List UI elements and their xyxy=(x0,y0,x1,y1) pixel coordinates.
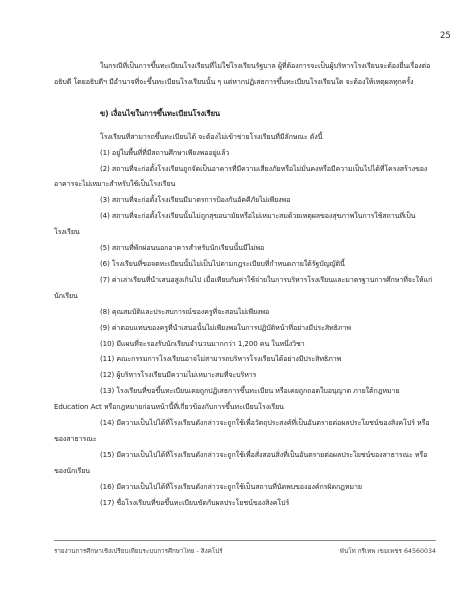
list-item: (17) ชื่อโรงเรียนที่ขอขึ้นทะเบียนขัดกับผลประโยชน์ของสิงคโปร์ xyxy=(100,497,290,507)
list-item: (4) สถานที่จะก่อตั้งโรงเรียนนั้นไม่ถูกสุขอนามัยหรือไม่เหมาะสมด้วยเหตุผลของสุขภาพในการใช้สถานที่เป็นโรงเรียน xyxy=(54,211,416,237)
list-item: (16) มีความเป็นไปได้ที่โรงเรียนดังกล่าวจะถูกใช้เป็นสถานที่นัดพบขององค์กรผิดกฎหมาย xyxy=(100,481,362,491)
list-item: (8) คุณสมบัติและประสบการณ์ของครูที่จะสอนไม่เพียงพอ xyxy=(100,306,270,316)
list-item: (7) ค่าเล่าเรียนที่นำเสนอสูงเกินไป เมื่อเทียบกับค่าใช้จ่ายในการบริหารโรงเรียนและมาตรฐานการศึกษาที่จะให้แก่นักเรียน xyxy=(54,274,433,300)
document-body xyxy=(54,58,436,510)
list-item: (12) ผู้บริหารโรงเรียนมีความไม่เหมาะสมที่จะบริหาร xyxy=(100,370,257,380)
footer-author: พันโท กรีเทพ เขมเพชร 64560034 xyxy=(339,548,436,555)
list-item: (10) มีแผนที่จะรองรับนักเรียนจำนวนมากกว่า 1,200 คน ในหนึ่งวิชา xyxy=(100,338,305,348)
list-item: (3) สถานที่จะก่อตั้งโรงเรียนมีมาตรการป้องกันอัคคีภัยไม่เพียงพอ xyxy=(100,195,291,205)
page-footer xyxy=(54,546,436,556)
lead-paragraph: โรงเรียนที่สามารถขึ้นทะเบียนได้ จะต้องไม่เข้าข่ายโรงเรียนที่มีลักษณะ ดังนี้ xyxy=(100,131,323,141)
list-item: (15) มีความเป็นไปได้ที่โรงเรียนดังกล่าวจะถูกใช้เพื่อสั่งสอนสิ่งที่เป็นอันตรายต่อผลประโยชน์ของสาธารณะ หรือของนักเรียน xyxy=(54,449,428,475)
intro-paragraph: ในกรณีที่เป็นการขึ้นทะเบียนโรงเรียนที่ไม่ใช่โรงเรียนรัฐบาล ผู้ที่ต้องการจะเป็นผู้บริหารโรงเรียนจะต้องยื่นเรื่องต่ออธิบดี โดยอธิบดีฯ มีอำนาจที่จะขึ้นทะเบียนโรงเรียนนั้น ๆ แต่หากปฏิเสธการขึ้นทะเบียนโรงเรียนใด จะต้องให้เหตุผลทุกครั้ง xyxy=(54,61,431,86)
list-item: (2) สถานที่จะก่อตั้งโรงเรียนถูกจัดเป็นอาคารที่มีความเสี่ยงภัยหรือไม่มั่นคงหรือมีความเป็นไปได้ที่โครงสร้างของอาคารจะไม่เหมาะสำหรับใช้เป็นโรงเรียน xyxy=(54,163,428,189)
footer-divider xyxy=(54,540,436,541)
list-item: (14) มีความเป็นไปได้ที่โรงเรียนดังกล่าวจะถูกใช้เพื่อวัตถุประสงค์ที่เป็นอันตรายต่อผลประโยชน์ของสิงคโปร์ หรือของสาธารณะ xyxy=(54,418,430,443)
list-item: (6) โรงเรียนที่ขอจดทะเบียนนั้นไม่เป็นไปตามกฎระเบียบที่กำหนดภายใต้รัฐบัญญัตินี้ xyxy=(100,258,345,268)
list-item: (5) สถานที่พักผ่อนนอกอาคารสำหรับนักเรียนนั้นมีไม่พอ xyxy=(100,243,265,253)
list-item: (13) โรงเรียนที่ขอขึ้นทะเบียนเคยถูกปฏิเสธการขึ้นทะเบียน หรือเคยถูกถอดใบอนุญาต ภายใต้กฎหมาย Education Act หรือกฎหมายก่อนหน้านี้ที่เกี่ยวข้องกับการขึ้นทะเบียนโรงเรียน xyxy=(54,386,400,412)
footer-report-title: รายงานการศึกษาเชิงเปรียบเทียบระบบการศึกษาไทย - สิงคโปร์ xyxy=(54,548,223,555)
section-heading: ข) เงื่อนไขในการขึ้นทะเบียนโรงเรียน xyxy=(100,108,221,118)
page-number: 25 xyxy=(440,31,451,41)
list-item: (1) อยู่ในพื้นที่ที่มีสถานศึกษาเพียงพออยู่แล้ว xyxy=(100,147,230,157)
list-item: (9) ค่าตอบแทนของครูที่นำเสนอนั้นไม่เพียงพอในการปฏิบัติหน้าที่อย่างมีประสิทธิภาพ xyxy=(100,322,351,332)
list-item: (11) คณะกรรมการโรงเรียนอาจไม่สามารถบริหารโรงเรียนได้อย่างมีประสิทธิภาพ xyxy=(100,354,342,364)
